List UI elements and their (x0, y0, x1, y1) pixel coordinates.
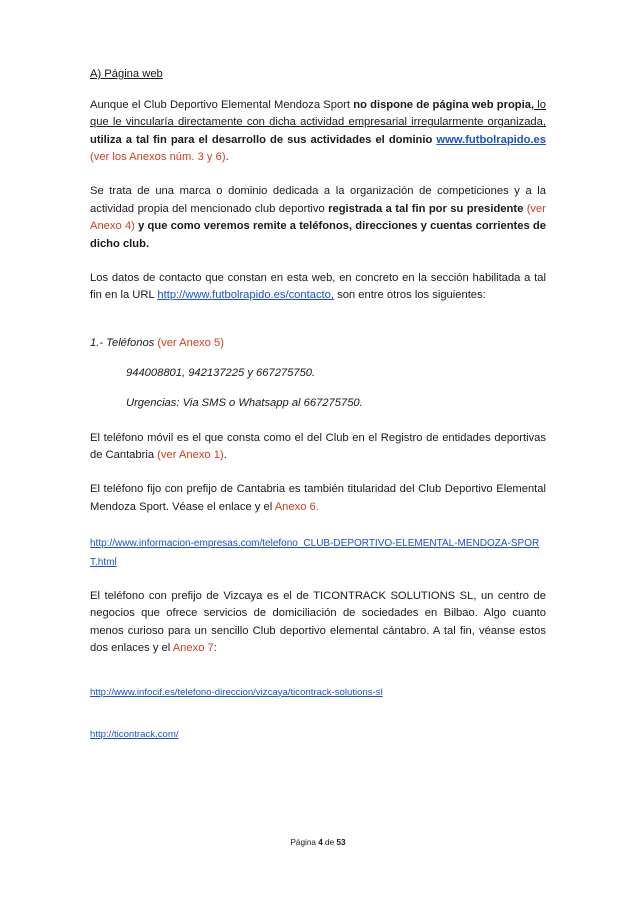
p3-seg1: Los datos de contacto que constan en esta web, en concreto en la sección habilitada a tal fin en la URL (90, 271, 546, 302)
paragraph-1 (90, 97, 546, 166)
paragraph-6 (90, 588, 546, 657)
p5-anexo-ref: Anexo 6. (274, 500, 319, 513)
section-heading: A) Página web (90, 68, 163, 80)
footer-middle: de (322, 838, 337, 847)
list-item-1 (90, 335, 546, 352)
item1-anexo-ref: (ver Anexo 5) (154, 336, 224, 349)
p6-anexo-ref: Anexo 7 (172, 642, 214, 655)
p1-seg7: . (225, 151, 229, 164)
urgencias-line: Urgencias: Via SMS o Whatsapp al 667275750. (126, 397, 363, 410)
p1-anexo-ref: (ver los Anexos núm. 3 y 6) (90, 151, 226, 164)
p1-seg4-bold: utiliza a tal fin para el desarrollo de sus actividades el dominio (90, 133, 437, 146)
p5-seg1: El teléfono fijo con prefijo de Cantabria es también titularidad del Club Deportivo Elemental Mendoza Sport. Véase el enlace y el (90, 483, 546, 513)
phones-line: 944008801, 942137225 y 667275750. (126, 366, 316, 379)
paragraph-3 (90, 270, 546, 305)
footer-page-number: 4 (318, 838, 323, 847)
link-informacion-empresas[interactable]: http://www.informacion-empresas.com/telefono_CLUB-DEPORTIVO-ELEMENTAL-MENDOZA-SPORT.html (90, 538, 540, 569)
footer-prefix: Página (290, 838, 319, 847)
p1-seg2-bold: no dispone de página web propia, (353, 99, 535, 111)
p2-anexo-ref: (ver Anexo 4) (90, 202, 546, 233)
link-ticontrack[interactable]: http://ticontrack.com/ (90, 728, 179, 740)
p6-seg1: El teléfono con prefijo de Vizcaya es el de TICONTRACK SOLUTIONS SL, un centro de negocios que ofrece servicios de domiciliación de sociedades en Bilbao. Algo cuanto menos curioso para un sencillo Club deportivo elemental cántabro. A tal fin, véanse estos dos enlaces y el (90, 590, 546, 655)
p1-seg3-underline: lo que le vincularía directamente con dicha actividad empresarial irregularmente organizada, (90, 99, 546, 129)
p2-seg4-bold: y que como veremos remite a teléfonos, direcciones y cuentas corrientes de dicho club. (90, 220, 546, 250)
p2-seg2-bold: registrada a tal fin por su presidente (328, 202, 524, 215)
paragraph-5 (90, 481, 546, 516)
p4-anexo-ref: (ver Anexo 1) (157, 449, 224, 462)
p3-seg3: son entre otros los siguientes: (334, 289, 486, 302)
link-infocif[interactable]: http://www.infocif.es/telefono-direccion/vizcaya/ticontrack-solutions-sl (90, 686, 383, 698)
footer-total-pages: 53 (336, 838, 346, 847)
link-futbolrapido[interactable]: www.futbolrapido.es (436, 133, 546, 146)
p1-seg1: Aunque el Club Deportivo Elemental Mendoza Sport (90, 99, 354, 111)
p4-seg1: El teléfono móvil es el que consta como el del Club en el Registro de entidades deportivas de Cantabria (90, 431, 546, 462)
p2-seg1: Se trata de una marca o dominio dedicada a la organización de competiciones y a la actividad propia del mencionado club deportivo (90, 185, 546, 215)
item1-label: 1.- Teléfonos (90, 336, 155, 349)
link-contacto[interactable]: http://www.futbolrapido.es/contacto, (157, 289, 334, 302)
p4-seg3: . (223, 449, 227, 462)
p6-seg3: : (213, 642, 217, 655)
page-footer (0, 838, 636, 847)
paragraph-2 (90, 183, 546, 252)
paragraph-4 (90, 430, 546, 465)
document-body (90, 68, 546, 742)
